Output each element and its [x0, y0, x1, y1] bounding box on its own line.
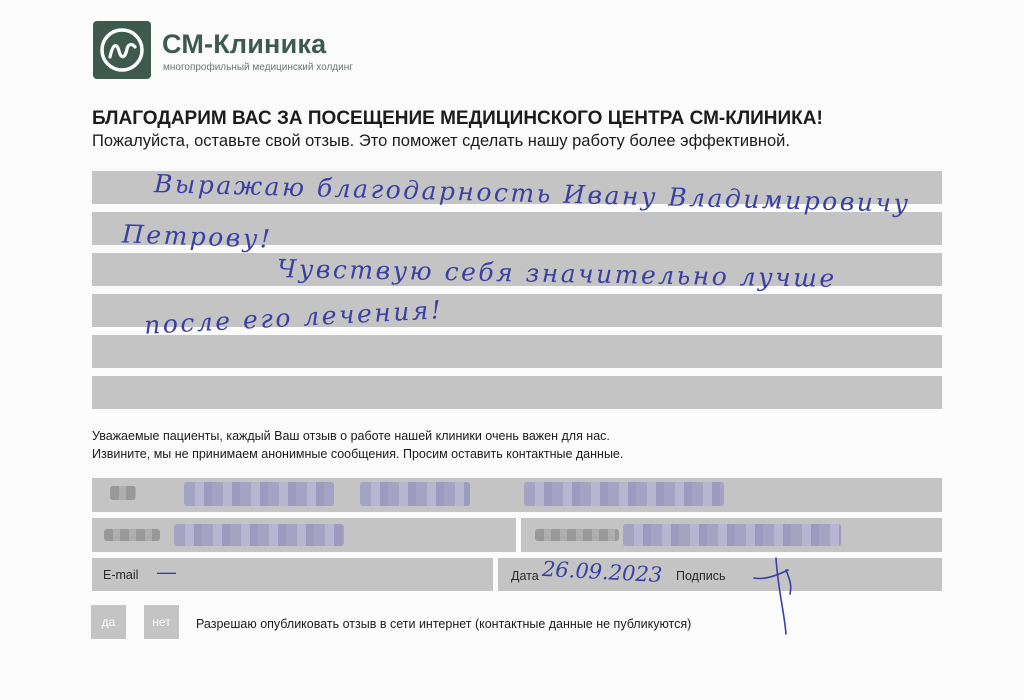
- clinic-tagline: многопрофильный медицинский холдинг: [163, 62, 353, 73]
- email-field[interactable]: [92, 558, 493, 591]
- notice-line-1: Уважаемые пациенты, каждый Ваш отзыв о работе нашей клиники очень важен для нас.: [92, 429, 610, 443]
- clinic-logo-icon: [93, 21, 151, 79]
- clinic-name: СМ-Клиника: [162, 29, 327, 59]
- consent-yes-box[interactable]: да: [91, 605, 126, 639]
- phone-field[interactable]: [92, 518, 516, 552]
- review-text-line-2: Петрову!: [121, 219, 273, 254]
- review-text-line-1: Выражаю благодарность Ивану Владимировичу: [153, 169, 911, 218]
- handwritten-review: [92, 171, 992, 411]
- review-text-line-3: Чувствую себя значительно лучше: [276, 254, 837, 293]
- signature-label: Подпись: [676, 569, 726, 583]
- contact-notice: [92, 427, 623, 463]
- clinic-logo: [93, 21, 363, 79]
- city-field[interactable]: [521, 518, 942, 552]
- notice-line-2: Извините, мы не принимаем анонимные сообщения. Просим оставить контактные данные.: [92, 447, 624, 461]
- redacted-value: [184, 482, 334, 506]
- consent-no-box[interactable]: нет: [144, 605, 179, 639]
- email-label: E-mail: [103, 568, 139, 582]
- redacted-value: [623, 524, 841, 546]
- name-field[interactable]: [92, 478, 942, 512]
- date-signature-field[interactable]: [498, 558, 942, 591]
- signature-mark: [740, 550, 810, 640]
- consent-text: Разрешаю опубликовать отзыв в сети интернет (контактные данные не публикуются): [196, 617, 692, 631]
- redacted-value: [174, 524, 344, 546]
- form-heading: БЛАГОДАРИМ ВАС ЗА ПОСЕЩЕНИЕ МЕДИЦИНСКОГО ЦЕНТРА СМ-КЛИНИКА!: [92, 108, 823, 129]
- review-text-area[interactable]: [92, 171, 942, 409]
- review-text-line-4: после его лечения!: [143, 295, 445, 340]
- redacted-value: [360, 482, 470, 506]
- email-value: —: [156, 560, 177, 584]
- redacted-label: [535, 529, 619, 541]
- redacted-value: [524, 482, 724, 506]
- form-subheading: Пожалуйста, оставьте свой отзыв. Это поможет сделать нашу работу более эффективной.: [92, 132, 790, 150]
- redacted-label: [110, 486, 136, 500]
- date-label: Дата: [511, 569, 539, 583]
- date-value: 26.09.2023: [541, 556, 663, 588]
- redacted-label: [104, 529, 160, 541]
